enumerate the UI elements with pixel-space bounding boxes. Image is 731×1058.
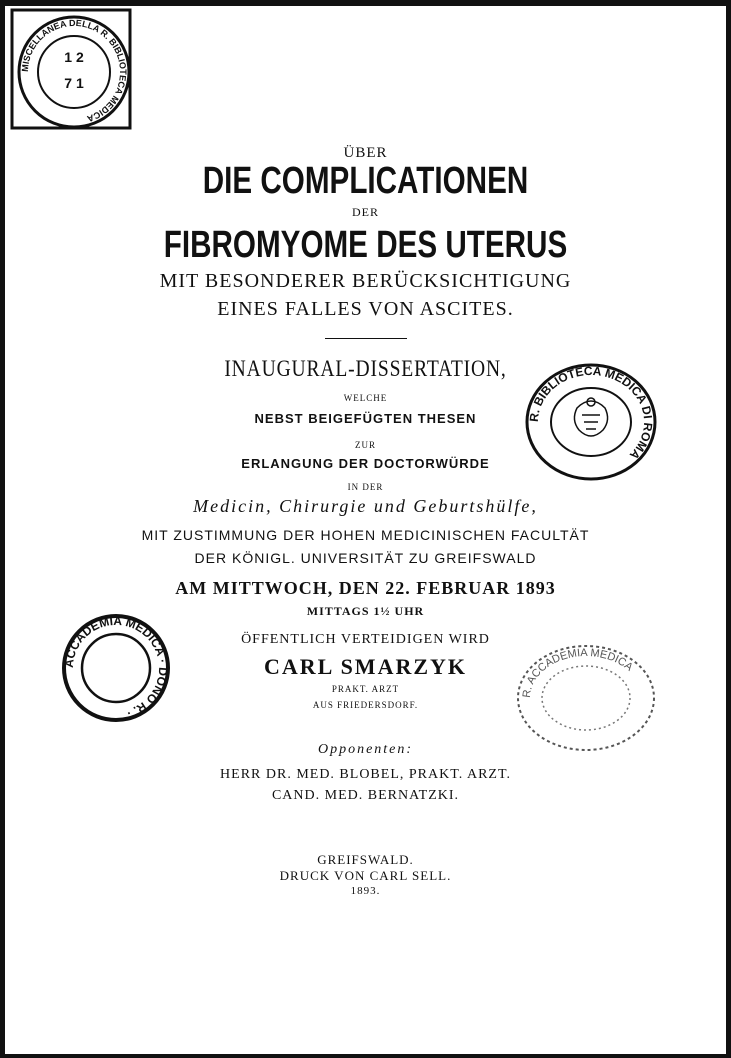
title-der: DER: [352, 205, 379, 219]
welche-text: WELCHE: [343, 393, 388, 403]
title-fibromyome: FIBROMYOME DES UTERUS: [163, 224, 568, 266]
imprint-printer: DRUCK VON CARL SELL.: [279, 868, 452, 883]
stamp-top-left-text: MISCELLANEA DELLA R. BIBLIOTECA MEDICA: [19, 17, 129, 124]
stamp-top-left-number-2: 7 1: [64, 75, 84, 91]
imprint-city: GREIFSWALD.: [317, 852, 414, 867]
date-text: AM MITTWOCH, DEN 22. FEBRUAR 1893: [175, 578, 556, 598]
fields-text: Medicin, Chirurgie und Geburtshülfe,: [193, 496, 538, 516]
in-der-text: IN DER: [347, 482, 384, 492]
erlangung-text: ERLANGUNG DER DOCTORWÜRDE: [241, 456, 490, 471]
stamp-top-left-number-1: 1 2: [64, 49, 84, 65]
university-text: DER KÖNIGL. UNIVERSITÄT ZU GREIFSWALD: [194, 550, 537, 566]
scan-border-top: [0, 0, 731, 6]
imprint-year: 1893.: [350, 885, 381, 897]
page-title: DIE COMPLICATIONEN: [202, 160, 529, 202]
scan-border-bottom: [0, 1054, 731, 1058]
defend-text: ÖFFENTLICH VERTEIDIGEN WIRD: [241, 632, 490, 647]
library-stamp-top-left: [10, 8, 138, 136]
stamp-right-middle-text: R. ACCADEMIA MEDICA: [520, 646, 636, 699]
subtitle-line-1: MIT BESONDERER BERÜCKSICHTIGUNG: [159, 270, 572, 292]
nebst-text: NEBST BEIGEFÜGTEN THESEN: [254, 411, 477, 426]
author-name: CARL SMARZYK: [263, 654, 468, 679]
divider: [325, 338, 407, 339]
opponent-1: HERR DR. MED. BLOBEL, PRAKT. ARZT.: [220, 767, 511, 782]
dissertation-heading: INAUGURAL-DISSERTATION,: [224, 356, 507, 381]
stamp-left-text: ACCADEMIA MEDICA · DONO R. ·: [61, 613, 171, 721]
zustimmung-text: MIT ZUSTIMMUNG DER HOHEN MEDICINISCHEN FACULTÄT: [141, 527, 590, 543]
author-origin: AUS FRIEDERSDORF.: [312, 700, 419, 710]
title-uber: ÜBER: [343, 145, 388, 161]
zur-text: ZUR: [355, 440, 376, 450]
stamp-right-text: R. BIBLIOTECA MEDICA DI ROMA: [526, 363, 656, 463]
opponents-heading: Opponenten:: [317, 742, 414, 757]
time-text: MITTAGS 1½ UHR: [306, 604, 425, 618]
subtitle-line-2: EINES FALLES VON ASCITES.: [217, 298, 514, 320]
author-title: PRAKT. ARZT: [331, 684, 400, 694]
opponent-2: CAND. MED. BERNATZKI.: [271, 788, 460, 803]
